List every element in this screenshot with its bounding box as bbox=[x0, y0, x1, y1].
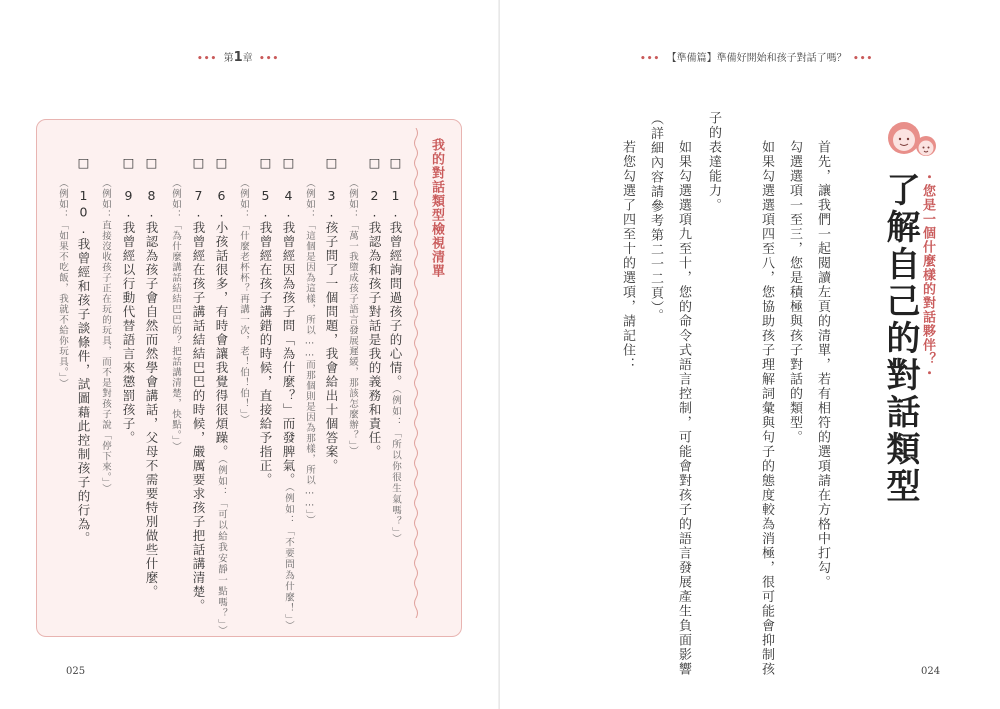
checkbox-number: □ 10. bbox=[76, 155, 91, 238]
page-number: 025 bbox=[66, 666, 86, 677]
item-example: （例如：「萬一我墮成孩子語言發展遲緩，那該怎麼辦？」） bbox=[347, 178, 358, 457]
checkbox-number: □ 4. bbox=[281, 155, 296, 221]
body-paragraph: 勾選選項一至三，您是積極與孩子對話的類型。 bbox=[787, 140, 802, 445]
checklist-item-9[interactable] bbox=[120, 155, 136, 445]
checklist-item-2[interactable] bbox=[366, 155, 382, 459]
item-text: 我認為孩子會自然而然學會講話，父母不需要特別做些什麼。 bbox=[144, 221, 159, 599]
body-paragraph: 若您勾選了四至十的選項，請記住： bbox=[620, 140, 635, 372]
checkbox-number: □ 7. bbox=[191, 155, 206, 221]
checkbox-number: □ 3. bbox=[324, 155, 339, 221]
item-text: 我曾經因為孩子問「為什麼？」而發脾氣。 bbox=[281, 221, 296, 487]
item-text: 我曾經和孩子談條件，試圖藉此控制孩子的行為。 bbox=[76, 237, 91, 546]
mother-and-child-faces-icon bbox=[884, 120, 940, 162]
page-title: 了解自己的對話類型 bbox=[880, 172, 920, 505]
chapter-prefix: 第 bbox=[223, 53, 234, 64]
item-text: 我認為和孩子對話是我的義務和責任。 bbox=[367, 221, 382, 459]
body-paragraph: 如果勾選選項九至十，您的命令式語言控制，可能會對孩子的語言發展產生負面影響 bbox=[676, 140, 691, 677]
item-text: 小孩話很多，有時會讓我覺得很煩躁。 bbox=[214, 221, 229, 459]
checkbox-number: □ 8. bbox=[144, 155, 159, 221]
running-head-right bbox=[640, 49, 873, 64]
checkbox-number: □ 1. bbox=[388, 155, 403, 221]
decorative-dots: ••• bbox=[640, 54, 661, 64]
body-paragraph: 首先，讓我們一起閱讀左頁的清單，若有相符的選項請在方格中打勾。 bbox=[815, 140, 830, 590]
item-example: （例如：「不要問為什麼！」） bbox=[283, 487, 294, 632]
checkbox-number: □ 6. bbox=[214, 155, 229, 221]
checklist-item-5[interactable] bbox=[257, 155, 273, 487]
page-number: 024 bbox=[921, 666, 941, 677]
item-text: 我曾經在孩子講話結結巴巴的時候，嚴厲要求孩子把話講清楚。 bbox=[191, 221, 206, 613]
body-paragraph: 子的表達能力。 bbox=[706, 111, 721, 213]
checklist-item-7[interactable] bbox=[190, 155, 206, 613]
decorative-dots: ••• bbox=[197, 54, 218, 64]
item-text: 我曾經以行動代替語言來懲罰孩子。 bbox=[121, 221, 136, 445]
decorative-dots: ••• bbox=[259, 54, 280, 64]
checkbox-number: □ 5. bbox=[258, 155, 273, 221]
running-head-left bbox=[197, 49, 279, 65]
item-text: 我曾經在孩子講錯的時候，直接給予指正。 bbox=[258, 221, 273, 487]
item-example: （例如：「如果不吃飯，我就不給你玩具。」） bbox=[57, 178, 68, 389]
body-paragraph: 如果勾選選項四至八，您協助孩子理解詞彙與句子的態度較為消極，很可能會抑制孩 bbox=[759, 140, 774, 677]
checklist-item-4[interactable] bbox=[280, 155, 296, 632]
chapter-number: 1 bbox=[233, 50, 243, 65]
wavy-divider bbox=[413, 128, 419, 618]
section-title: 【準備篇】準備好開始和孩子對話了嗎？ bbox=[666, 53, 847, 64]
checkbox-number: □ 9. bbox=[121, 155, 136, 221]
item-example: （例如：「可以給我安靜一點嗎？」） bbox=[216, 459, 227, 637]
checklist-item-6[interactable] bbox=[213, 155, 229, 637]
checklist-title: 我的對話類型檢視清單 bbox=[429, 138, 444, 278]
item-example: （例如：直接沒收孩子正在玩的玩具，而不是對孩子說「停下來。」） bbox=[100, 178, 111, 494]
body-paragraph: （詳細內容請參考第二一二頁）。 bbox=[648, 112, 663, 323]
item-example: （例如：「所以你很生氣嗎？」） bbox=[390, 389, 401, 545]
checklist-item-8[interactable] bbox=[143, 155, 159, 599]
decorative-dots: ••• bbox=[852, 54, 874, 64]
checklist-item-3[interactable] bbox=[323, 155, 339, 473]
item-text: 孩子問了一個問題，我會給出十個答案。 bbox=[324, 221, 339, 473]
checklist-item-1[interactable] bbox=[387, 155, 403, 545]
item-example: （例如：「為什麼講話結結巴巴的？把話講清楚，快點。」） bbox=[170, 178, 181, 452]
chapter-suffix: 章 bbox=[242, 53, 253, 64]
checklist-item-10[interactable] bbox=[75, 155, 91, 546]
item-text: 我曾經詢問過孩子的心情。 bbox=[388, 221, 403, 389]
checkbox-number: □ 2. bbox=[367, 155, 382, 221]
item-example: （例如：「這個是因為這樣，所以……而那個則是因為那樣，所以……」） bbox=[304, 178, 315, 526]
subtitle: ・您是一個什麼樣的對話夥伴？・ bbox=[920, 170, 935, 380]
item-example: （例如：「什麼老杯杯？再講一次，老！伯！伯！」） bbox=[238, 178, 249, 426]
